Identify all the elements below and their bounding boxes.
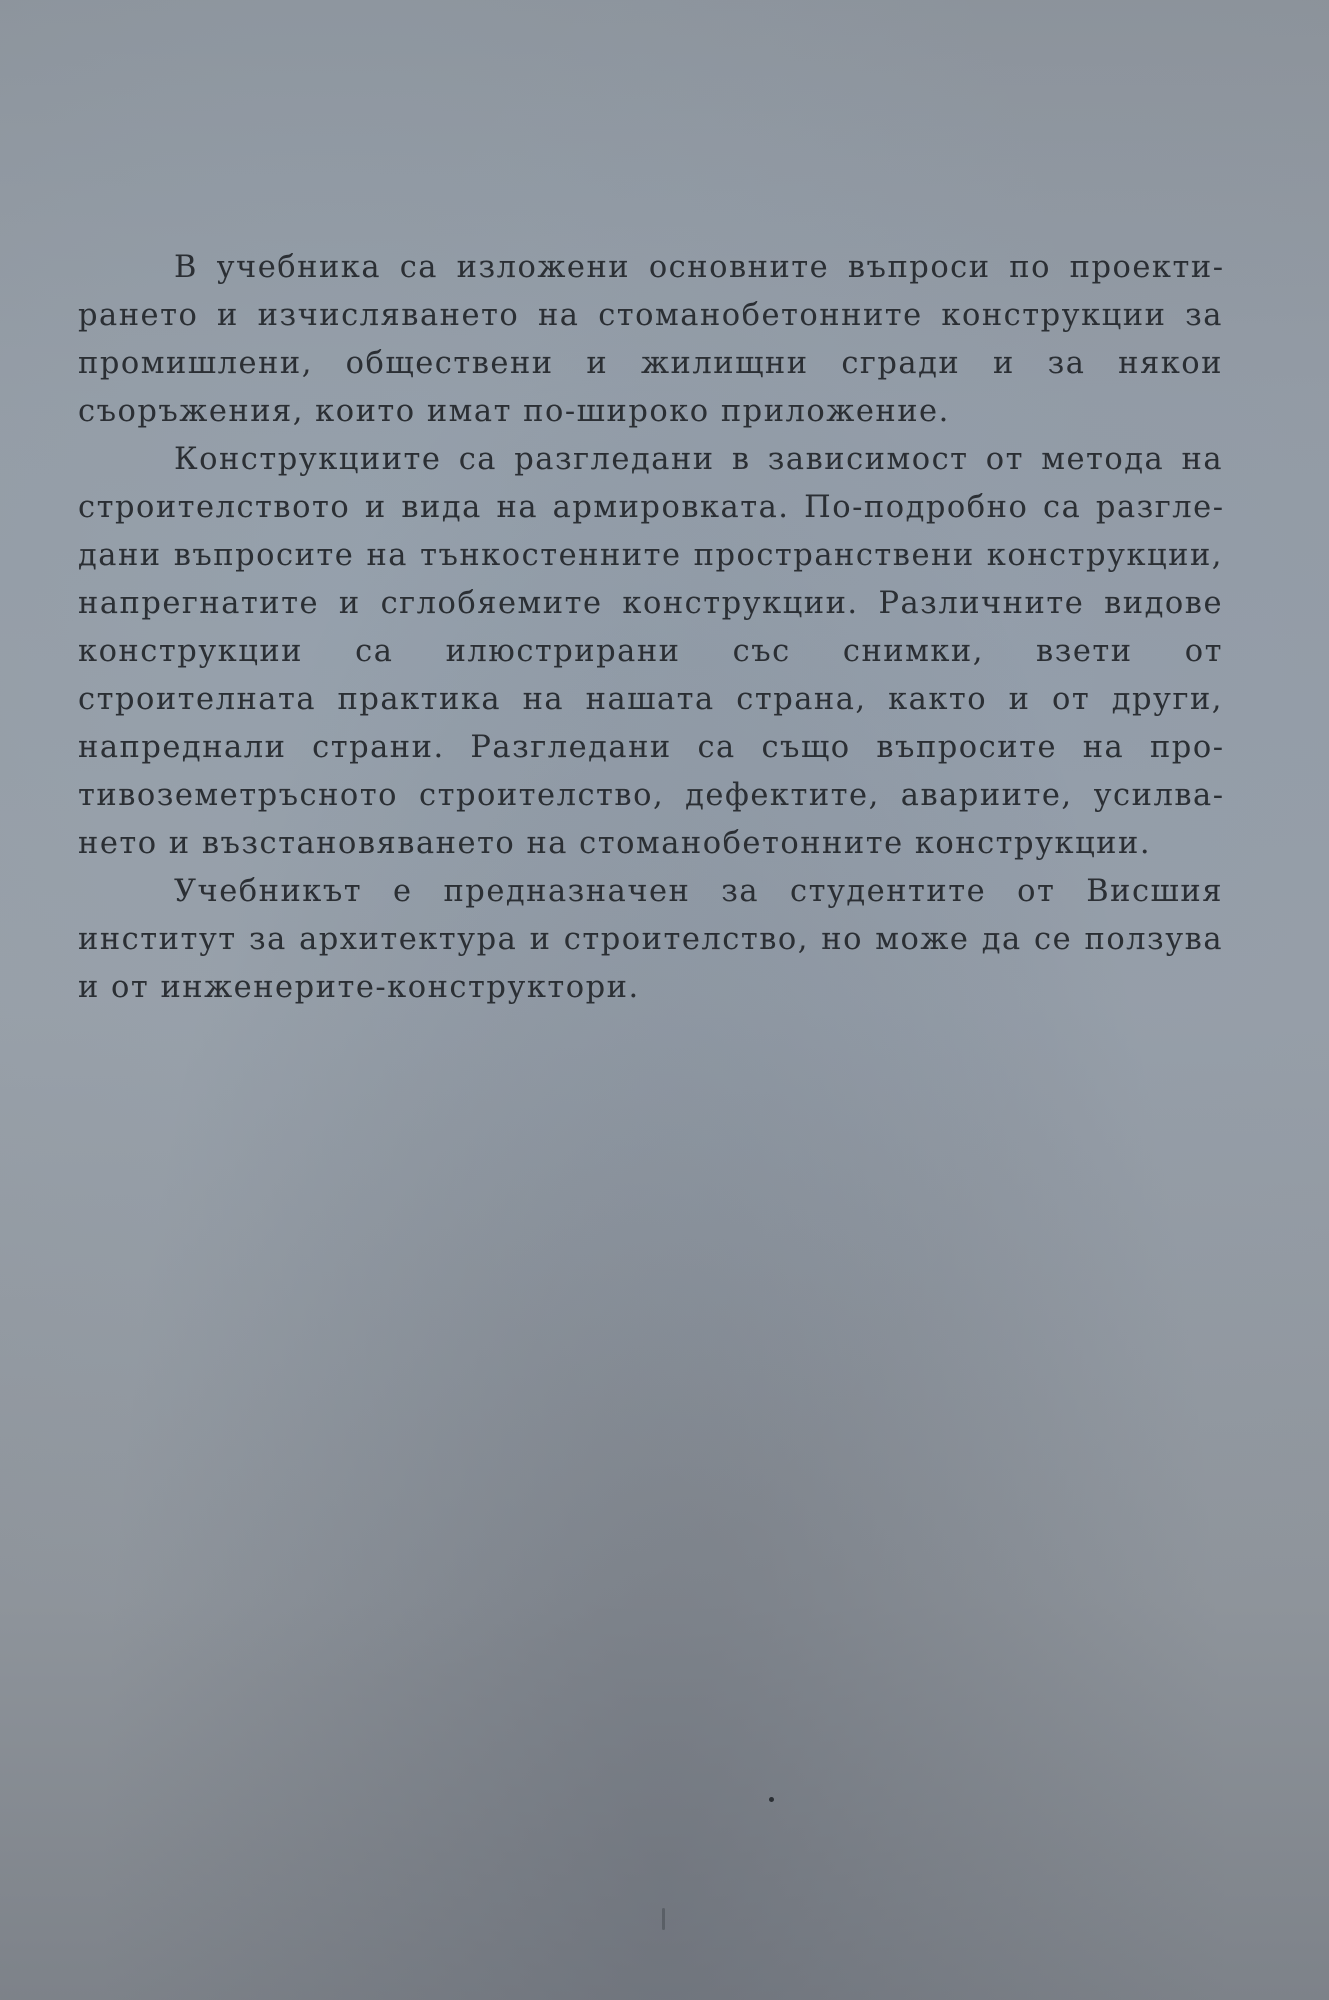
ink-mark — [662, 1908, 665, 1930]
ink-speck — [769, 1797, 774, 1802]
annotation-text-block — [78, 244, 1223, 1012]
paragraph-1: В учебника са изложени основните въпроси по проектирането и изчисляването на стоманобетонните конструкции за промишлени, обществени и жилищни сгради и за някои съоръжения, които имат по-широко приложение. — [78, 250, 1223, 429]
paragraph-2: Конструкциите са разгледани в зависимост от метода на строителството и вида на армировката. По-подробно са разгледани въпросите на тънкостенните пространствени конструкции, напрегнатите и сглобяемите конструкции. Различните видове конструкции са илюстрирани със снимки, взети от строителната практика на нашата страна, както и от други, напреднали страни. Разгледани са също въпросите на противоземетръсното строителство, дефектите, авариите, усилването и възстановяването на стоманобетонните конструкции. — [78, 442, 1223, 861]
paragraph-3: Учебникът е предназначен за студентите от Висшия институт за архитектура и строителство, но може да се ползува и от инженерите-конструктори. — [78, 874, 1223, 1005]
